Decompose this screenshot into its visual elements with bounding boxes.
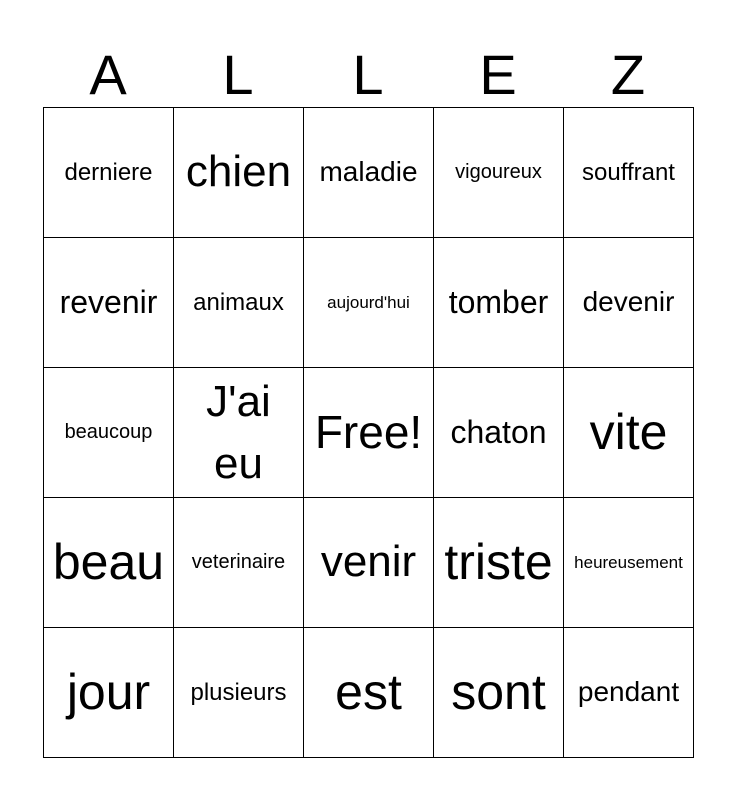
bingo-grid xyxy=(43,107,694,758)
bingo-cell[interactable]: triste xyxy=(434,498,564,628)
bingo-cell[interactable]: heureusement xyxy=(564,498,694,628)
bingo-cell[interactable]: plusieurs xyxy=(174,628,304,758)
free-space-cell[interactable]: Free! xyxy=(304,368,434,498)
bingo-cell[interactable]: revenir xyxy=(44,238,174,368)
header-letter: E xyxy=(479,43,517,106)
bingo-cell[interactable]: derniere xyxy=(44,108,174,238)
bingo-cell[interactable]: chaton xyxy=(434,368,564,498)
bingo-cell[interactable]: est xyxy=(304,628,434,758)
bingo-cell[interactable]: souffrant xyxy=(564,108,694,238)
bingo-cell[interactable]: vigoureux xyxy=(434,108,564,238)
bingo-cell[interactable]: tomber xyxy=(434,238,564,368)
header-letter: L xyxy=(222,43,254,106)
bingo-cell[interactable]: maladie xyxy=(304,108,434,238)
bingo-cell[interactable]: pendant xyxy=(564,628,694,758)
bingo-cell[interactable]: beau xyxy=(44,498,174,628)
bingo-cell[interactable]: sont xyxy=(434,628,564,758)
bingo-cell[interactable]: chien xyxy=(174,108,304,238)
bingo-cell[interactable]: vite xyxy=(564,368,694,498)
header-letter: A xyxy=(89,43,127,106)
header-letter: L xyxy=(352,43,384,106)
bingo-cell[interactable]: jour xyxy=(44,628,174,758)
bingo-cell[interactable]: venir xyxy=(304,498,434,628)
bingo-cell[interactable]: aujourd'hui xyxy=(304,238,434,368)
bingo-header xyxy=(43,44,693,106)
header-letter: Z xyxy=(610,43,646,106)
bingo-cell[interactable]: beaucoup xyxy=(44,368,174,498)
bingo-cell[interactable]: animaux xyxy=(174,238,304,368)
bingo-cell[interactable]: J'ai eu xyxy=(174,368,304,498)
bingo-cell[interactable]: veterinaire xyxy=(174,498,304,628)
bingo-cell[interactable]: devenir xyxy=(564,238,694,368)
